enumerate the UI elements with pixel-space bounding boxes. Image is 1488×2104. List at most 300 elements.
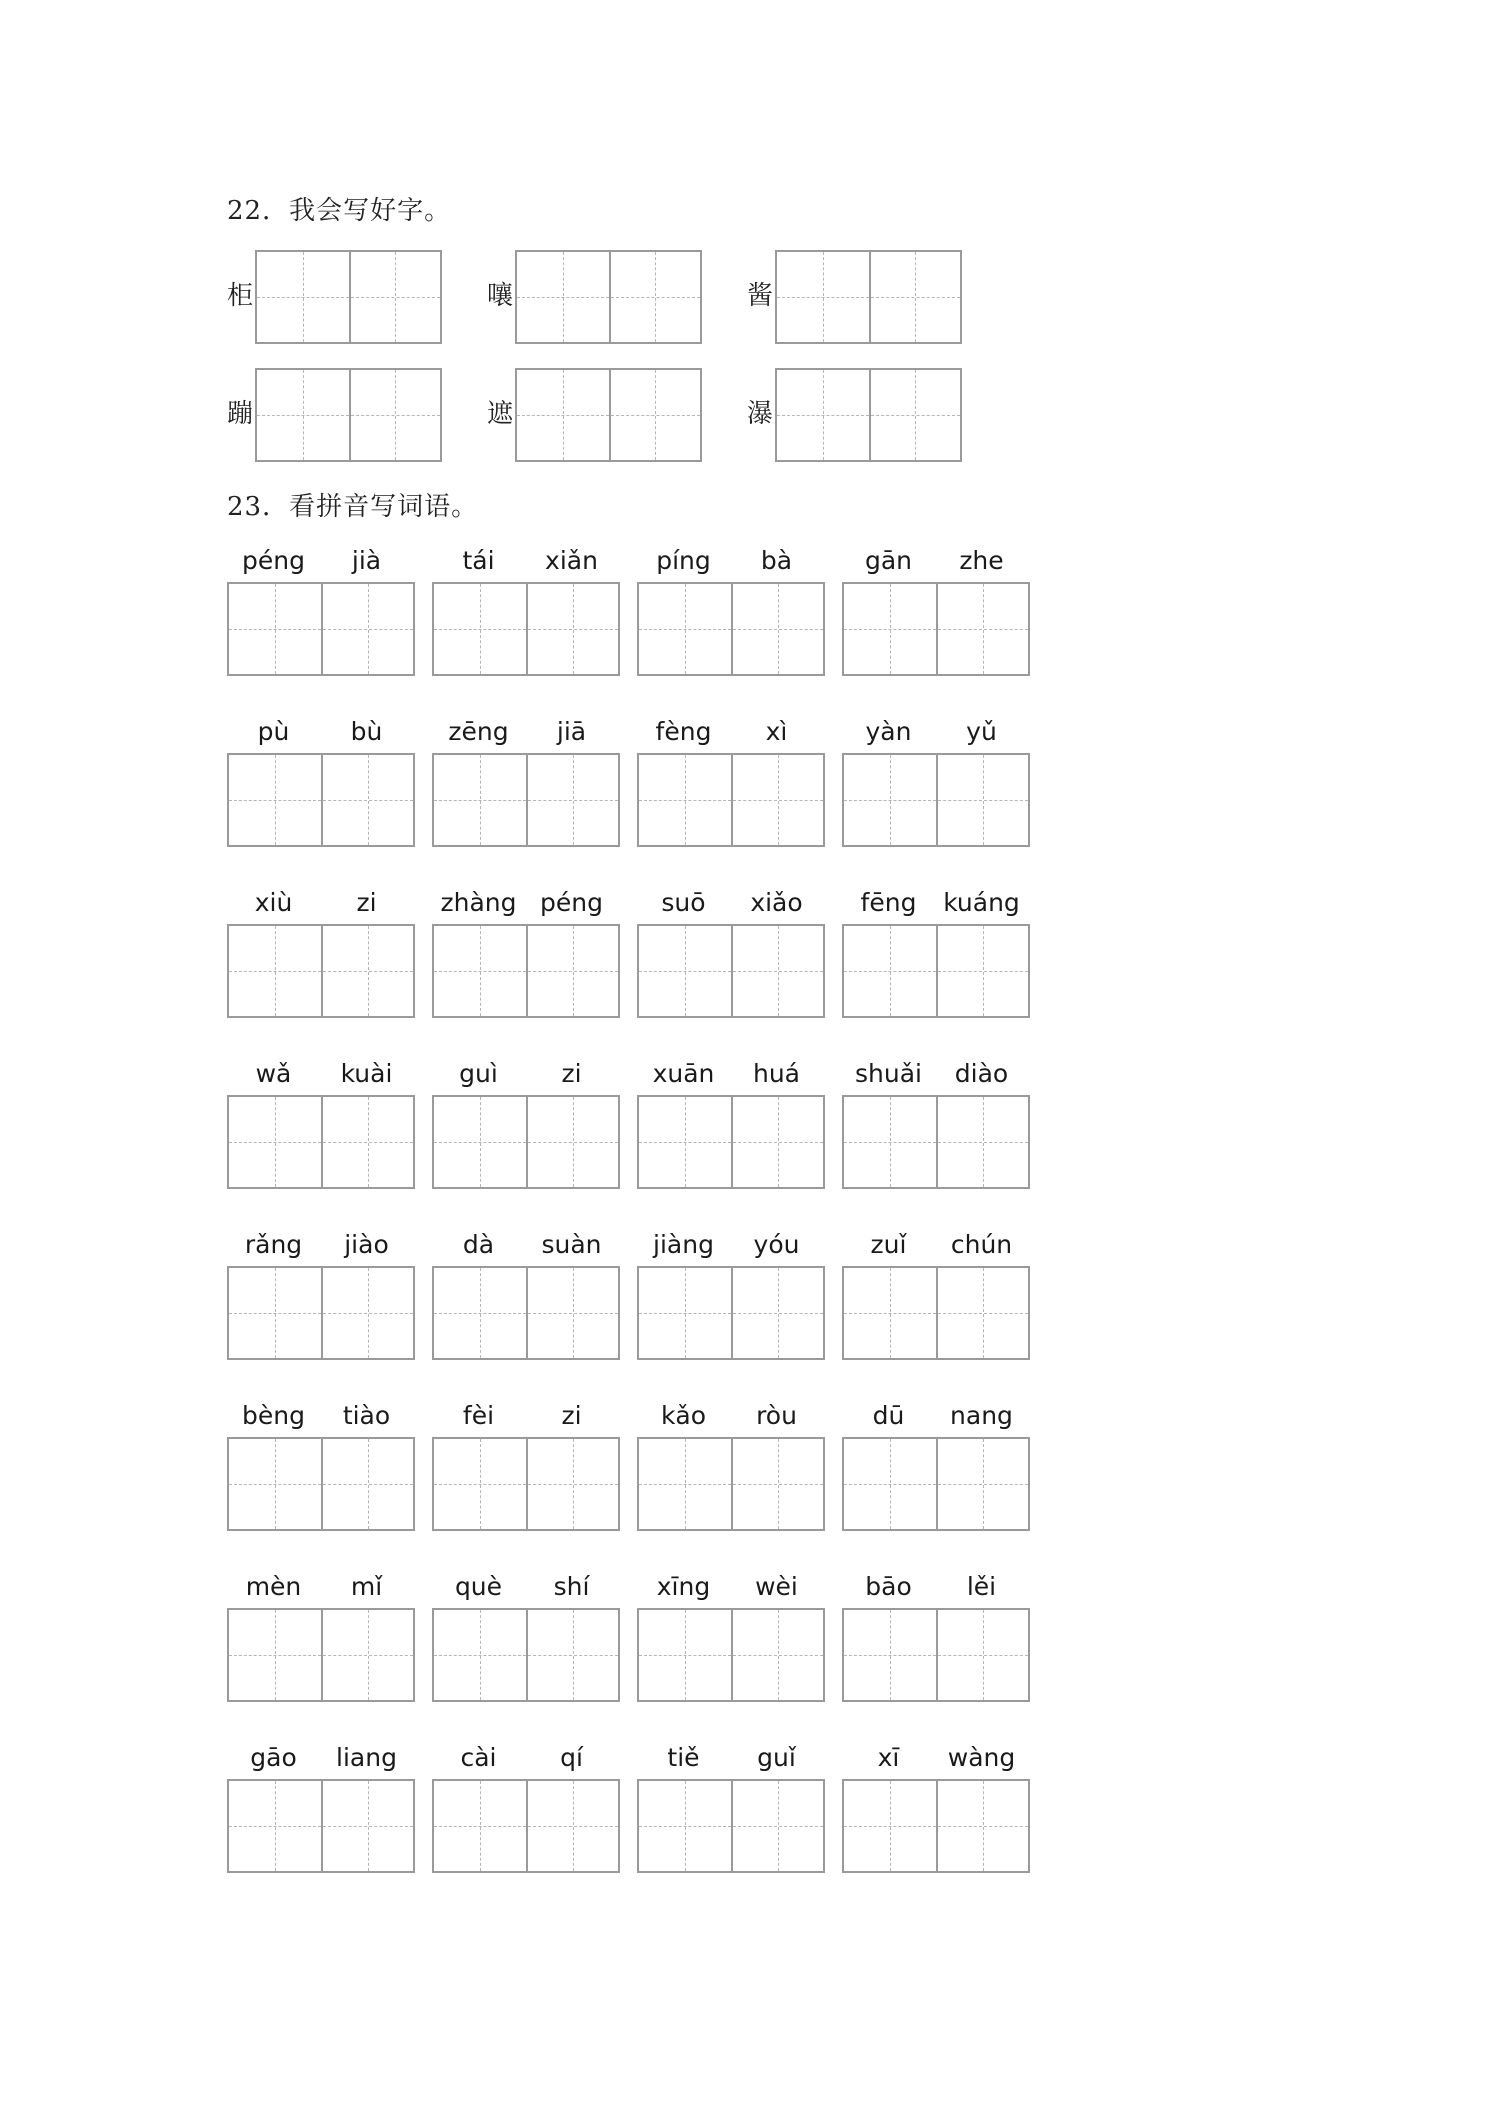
pinyin-syllable: xì [765,717,788,746]
pinyin-word-item [432,545,618,681]
writing-box-pair[interactable] [842,753,1030,847]
pinyin-syllable: péng [540,888,603,917]
writing-box-pair[interactable] [432,1266,620,1360]
char-practice-item [747,368,987,460]
guide-line-horizontal [611,297,701,298]
writing-cell[interactable] [321,1268,413,1358]
guide-line-horizontal [733,1826,823,1827]
guide-line-horizontal [844,971,936,972]
pinyin-syllable: kǎo [660,1401,707,1430]
writing-cell[interactable] [844,1268,936,1358]
pinyin-word-item [842,1571,1028,1707]
pinyin-syllable: jiàng [653,1230,714,1259]
guide-line-horizontal [323,1655,413,1656]
guide-line-horizontal [938,629,1028,630]
pinyin-syllable: mǐ [350,1572,383,1601]
writing-cell[interactable] [229,1268,321,1358]
pinyin-syllable: zhàng [440,888,517,917]
pinyin-word-item [227,1400,413,1536]
guide-line-horizontal [528,1826,618,1827]
guide-line-horizontal [434,629,526,630]
pinyin-word-item [842,887,1028,1023]
guide-line-horizontal [229,800,321,801]
writing-cell[interactable] [526,1610,618,1700]
writing-cell[interactable] [321,1781,413,1871]
writing-cell[interactable] [321,1610,413,1700]
pinyin-word-item [432,1229,618,1365]
writing-cell[interactable] [731,1781,823,1871]
guide-line-horizontal [777,297,869,298]
writing-box-pair[interactable] [842,924,1030,1018]
writing-box-pair[interactable] [432,753,620,847]
guide-line-horizontal [229,1826,321,1827]
guide-line-horizontal [528,971,618,972]
pinyin-word-item [432,1571,618,1707]
pinyin-word-item [842,1400,1028,1536]
guide-line-horizontal [938,971,1028,972]
model-character: 瀑 [747,399,774,429]
pinyin-syllable: kuài [340,1059,393,1088]
writing-cell[interactable] [434,926,526,1016]
guide-line-horizontal [351,297,441,298]
pinyin-syllable: bà [760,546,793,575]
pinyin-syllable: guǐ [757,1743,796,1772]
pinyin-syllable: xī [877,1743,900,1772]
pinyin-syllable: mèn [245,1572,302,1601]
guide-line-horizontal [257,415,349,416]
writing-cell[interactable] [526,584,618,674]
writing-box-pair[interactable] [255,250,442,344]
writing-cell[interactable] [434,1610,526,1700]
writing-box-pair[interactable] [227,924,415,1018]
guide-line-horizontal [517,297,609,298]
pinyin-syllable: qí [560,1743,583,1772]
pinyin-syllable: huá [752,1059,800,1088]
guide-line-horizontal [844,1484,936,1485]
writing-cell[interactable] [434,584,526,674]
writing-box-pair[interactable] [227,1608,415,1702]
model-character: 酱 [747,281,774,311]
guide-line-horizontal [938,800,1028,801]
question-23-title: 23．看拼音写词语。 [227,492,479,522]
guide-line-horizontal [528,1313,618,1314]
pinyin-syllable: jiào [344,1230,389,1259]
writing-cell[interactable] [731,1439,823,1529]
writing-cell[interactable] [639,1781,731,1871]
guide-line-horizontal [938,1142,1028,1143]
writing-cell[interactable] [639,1610,731,1700]
pinyin-syllable: gāo [250,1743,297,1772]
guide-line-horizontal [639,629,731,630]
pinyin-syllable: shuǎi [855,1059,922,1088]
pinyin-syllable: jià [351,546,382,575]
writing-cell[interactable] [844,926,936,1016]
pinyin-syllable: kuáng [943,888,1020,917]
writing-cell[interactable] [229,926,321,1016]
pinyin-syllable: tiào [342,1401,391,1430]
writing-box-pair[interactable] [227,1266,415,1360]
writing-cell[interactable] [434,755,526,845]
pinyin-syllable: què [454,1572,503,1601]
writing-box-pair[interactable] [515,368,702,462]
writing-box-pair[interactable] [842,582,1030,676]
writing-cell[interactable] [517,370,609,460]
writing-cell[interactable] [229,1781,321,1871]
pinyin-syllable: shí [553,1572,590,1601]
pinyin-word-item [227,545,413,681]
writing-box-pair[interactable] [637,753,825,847]
pinyin-syllable: guì [459,1059,498,1088]
guide-line-horizontal [323,1313,413,1314]
writing-cell[interactable] [844,1439,936,1529]
guide-line-horizontal [733,1313,823,1314]
guide-line-horizontal [871,297,961,298]
pinyin-syllable: dū [872,1401,905,1430]
guide-line-horizontal [844,800,936,801]
pinyin-syllable: suō [661,888,706,917]
char-practice-item [487,250,727,342]
pinyin-word-item [842,1742,1028,1878]
writing-cell[interactable] [936,584,1028,674]
guide-line-horizontal [844,1655,936,1656]
writing-box-pair[interactable] [227,753,415,847]
writing-cell[interactable] [257,252,349,342]
writing-cell[interactable] [639,1268,731,1358]
writing-box-pair[interactable] [842,1266,1030,1360]
pinyin-syllable: wǎ [255,1059,292,1088]
guide-line-horizontal [229,1655,321,1656]
guide-line-horizontal [528,1484,618,1485]
guide-line-horizontal [434,1313,526,1314]
guide-line-horizontal [938,1655,1028,1656]
pinyin-syllable: yǔ [966,717,997,746]
guide-line-horizontal [733,971,823,972]
writing-cell[interactable] [434,1781,526,1871]
writing-box-pair[interactable] [637,1266,825,1360]
writing-box-pair[interactable] [227,1437,415,1531]
guide-line-horizontal [229,1484,321,1485]
writing-cell[interactable] [321,584,413,674]
guide-line-horizontal [528,629,618,630]
writing-cell[interactable] [936,926,1028,1016]
pinyin-syllable: zi [356,888,377,917]
writing-box-pair[interactable] [775,250,962,344]
guide-line-horizontal [639,1826,731,1827]
writing-cell[interactable] [639,584,731,674]
writing-cell[interactable] [731,584,823,674]
pinyin-word-item [432,716,618,852]
writing-cell[interactable] [229,755,321,845]
writing-box-pair[interactable] [775,368,962,462]
pinyin-word-item [227,1058,413,1194]
pinyin-syllable: nang [950,1401,1013,1430]
char-practice-item [227,368,467,460]
guide-line-horizontal [434,1142,526,1143]
writing-cell[interactable] [844,755,936,845]
writing-cell[interactable] [229,1439,321,1529]
pinyin-syllable: xiù [254,888,293,917]
pinyin-syllable: píng [656,546,711,575]
guide-line-horizontal [639,1484,731,1485]
writing-box-pair[interactable] [515,250,702,344]
writing-cell[interactable] [321,1097,413,1187]
writing-cell[interactable] [321,1439,413,1529]
guide-line-horizontal [323,1142,413,1143]
writing-cell[interactable] [936,1097,1028,1187]
pinyin-word-item [637,1058,823,1194]
pinyin-syllable: pù [257,717,290,746]
writing-cell[interactable] [844,584,936,674]
pinyin-word-item [227,887,413,1023]
writing-cell[interactable] [844,1781,936,1871]
writing-cell[interactable] [434,1439,526,1529]
pinyin-word-item [842,1229,1028,1365]
pinyin-word-item [842,1058,1028,1194]
pinyin-word-item [432,1058,618,1194]
pinyin-syllable: tiě [667,1743,700,1772]
writing-box-pair[interactable] [637,1437,825,1531]
guide-line-horizontal [871,415,961,416]
pinyin-syllable: ròu [756,1401,797,1430]
pinyin-syllable: xiǎo [750,888,803,917]
guide-line-horizontal [434,971,526,972]
writing-cell[interactable] [731,1097,823,1187]
guide-line-horizontal [639,1655,731,1656]
writing-box-pair[interactable] [432,1608,620,1702]
writing-cell[interactable] [349,370,441,460]
guide-line-horizontal [639,800,731,801]
pinyin-syllable: gān [864,546,913,575]
writing-cell[interactable] [844,1097,936,1187]
pinyin-word-item [227,1742,413,1878]
pinyin-syllable: xiǎn [545,546,598,575]
guide-line-horizontal [844,1142,936,1143]
pinyin-syllable: bāo [865,1572,912,1601]
writing-box-pair[interactable] [842,1437,1030,1531]
writing-box-pair[interactable] [637,582,825,676]
guide-line-horizontal [323,1484,413,1485]
pinyin-word-item [432,1400,618,1536]
writing-cell[interactable] [321,755,413,845]
pinyin-syllable: bèng [242,1401,305,1430]
pinyin-syllable: zuǐ [870,1230,907,1259]
pinyin-syllable: jiā [556,717,587,746]
writing-cell[interactable] [321,926,413,1016]
writing-cell[interactable] [526,1439,618,1529]
guide-line-horizontal [351,415,441,416]
writing-box-pair[interactable] [637,1095,825,1189]
writing-cell[interactable] [936,755,1028,845]
guide-line-horizontal [528,1655,618,1656]
writing-cell[interactable] [639,1097,731,1187]
pinyin-word-item [637,1571,823,1707]
writing-cell[interactable] [526,926,618,1016]
guide-line-horizontal [517,415,609,416]
pinyin-syllable: péng [242,546,305,575]
writing-cell[interactable] [777,252,869,342]
pinyin-syllable: cài [460,1743,497,1772]
writing-box-pair[interactable] [637,1779,825,1873]
model-character: 嚷 [487,281,514,311]
pinyin-syllable: rǎng [244,1230,303,1259]
writing-cell[interactable] [229,1097,321,1187]
writing-cell[interactable] [936,1610,1028,1700]
guide-line-horizontal [528,1142,618,1143]
writing-cell[interactable] [609,370,701,460]
guide-line-horizontal [229,971,321,972]
writing-box-pair[interactable] [432,1095,620,1189]
writing-cell[interactable] [257,370,349,460]
model-character: 遮 [487,399,514,429]
writing-box-pair[interactable] [637,1608,825,1702]
pinyin-syllable: diào [954,1059,1009,1088]
pinyin-syllable: dà [462,1230,495,1259]
guide-line-horizontal [257,297,349,298]
guide-line-horizontal [938,1313,1028,1314]
guide-line-horizontal [733,1484,823,1485]
guide-line-horizontal [777,415,869,416]
guide-line-horizontal [323,800,413,801]
guide-line-horizontal [323,971,413,972]
writing-cell[interactable] [434,1268,526,1358]
writing-cell[interactable] [731,1610,823,1700]
pinyin-word-item [637,716,823,852]
guide-line-horizontal [844,1826,936,1827]
writing-cell[interactable] [936,1268,1028,1358]
writing-box-pair[interactable] [432,924,620,1018]
model-character: 柜 [227,281,254,311]
pinyin-syllable: bù [350,717,383,746]
pinyin-word-item [227,1229,413,1365]
guide-line-horizontal [229,1142,321,1143]
char-practice-item [227,250,467,342]
pinyin-word-item [637,1400,823,1536]
writing-box-pair[interactable] [227,582,415,676]
writing-cell[interactable] [526,1781,618,1871]
guide-line-horizontal [323,1826,413,1827]
guide-line-horizontal [733,629,823,630]
pinyin-word-item [637,1742,823,1878]
pinyin-word-item [842,716,1028,852]
writing-cell[interactable] [936,1439,1028,1529]
writing-box-pair[interactable] [432,582,620,676]
pinyin-syllable: xīng [656,1572,711,1601]
writing-box-pair[interactable] [842,1608,1030,1702]
writing-box-pair[interactable] [227,1095,415,1189]
pinyin-word-item [432,1742,618,1878]
pinyin-syllable: zhe [959,546,1004,575]
writing-box-pair[interactable] [227,1779,415,1873]
writing-cell[interactable] [349,252,441,342]
pinyin-syllable: liang [336,1743,397,1772]
question-22-title: 22．我会写好字。 [227,196,452,226]
guide-line-horizontal [639,1313,731,1314]
writing-cell[interactable] [844,1610,936,1700]
guide-line-horizontal [938,1826,1028,1827]
writing-box-pair[interactable] [432,1437,620,1531]
pinyin-syllable: wèi [755,1572,798,1601]
writing-cell[interactable] [229,584,321,674]
pinyin-syllable: chún [950,1230,1013,1259]
pinyin-syllable: zi [561,1401,582,1430]
guide-line-horizontal [844,1313,936,1314]
pinyin-syllable: zēng [448,717,509,746]
guide-line-horizontal [434,800,526,801]
pinyin-syllable: suàn [541,1230,602,1259]
guide-line-horizontal [229,1313,321,1314]
guide-line-horizontal [434,1484,526,1485]
guide-line-horizontal [528,800,618,801]
writing-box-pair[interactable] [842,1779,1030,1873]
guide-line-horizontal [938,1484,1028,1485]
guide-line-horizontal [639,971,731,972]
pinyin-syllable: yàn [865,717,912,746]
guide-line-horizontal [639,1142,731,1143]
char-practice-item [747,250,987,342]
model-character: 蹦 [227,399,254,429]
guide-line-horizontal [844,629,936,630]
guide-line-horizontal [733,800,823,801]
writing-cell[interactable] [434,1097,526,1187]
writing-cell[interactable] [526,755,618,845]
guide-line-horizontal [323,629,413,630]
writing-box-pair[interactable] [432,1779,620,1873]
writing-box-pair[interactable] [637,924,825,1018]
writing-cell[interactable] [639,755,731,845]
writing-cell[interactable] [526,1268,618,1358]
writing-cell[interactable] [731,1268,823,1358]
pinyin-syllable: fèi [462,1401,495,1430]
writing-cell[interactable] [639,926,731,1016]
writing-cell[interactable] [869,252,961,342]
pinyin-word-item [227,1571,413,1707]
guide-line-horizontal [733,1142,823,1143]
writing-cell[interactable] [936,1781,1028,1871]
writing-cell[interactable] [869,370,961,460]
writing-cell[interactable] [609,252,701,342]
writing-cell[interactable] [731,926,823,1016]
pinyin-word-item [637,1229,823,1365]
writing-cell[interactable] [517,252,609,342]
char-practice-item [487,368,727,460]
pinyin-syllable: tái [462,546,495,575]
pinyin-word-item [842,545,1028,681]
pinyin-syllable: fēng [860,888,917,917]
writing-cell[interactable] [229,1610,321,1700]
pinyin-syllable: fèng [655,717,712,746]
pinyin-syllable: yóu [753,1230,800,1259]
writing-box-pair[interactable] [842,1095,1030,1189]
pinyin-syllable: wàng [947,1743,1016,1772]
guide-line-horizontal [733,1655,823,1656]
guide-line-horizontal [434,1655,526,1656]
writing-cell[interactable] [639,1439,731,1529]
writing-box-pair[interactable] [255,368,442,462]
pinyin-word-item [227,716,413,852]
writing-cell[interactable] [526,1097,618,1187]
guide-line-horizontal [229,629,321,630]
pinyin-syllable: lěi [966,1572,997,1601]
pinyin-word-item [637,545,823,681]
pinyin-word-item [432,887,618,1023]
writing-cell[interactable] [731,755,823,845]
guide-line-horizontal [611,415,701,416]
writing-cell[interactable] [777,370,869,460]
pinyin-word-item [637,887,823,1023]
pinyin-syllable: zi [561,1059,582,1088]
pinyin-syllable: xuān [652,1059,715,1088]
guide-line-horizontal [434,1826,526,1827]
